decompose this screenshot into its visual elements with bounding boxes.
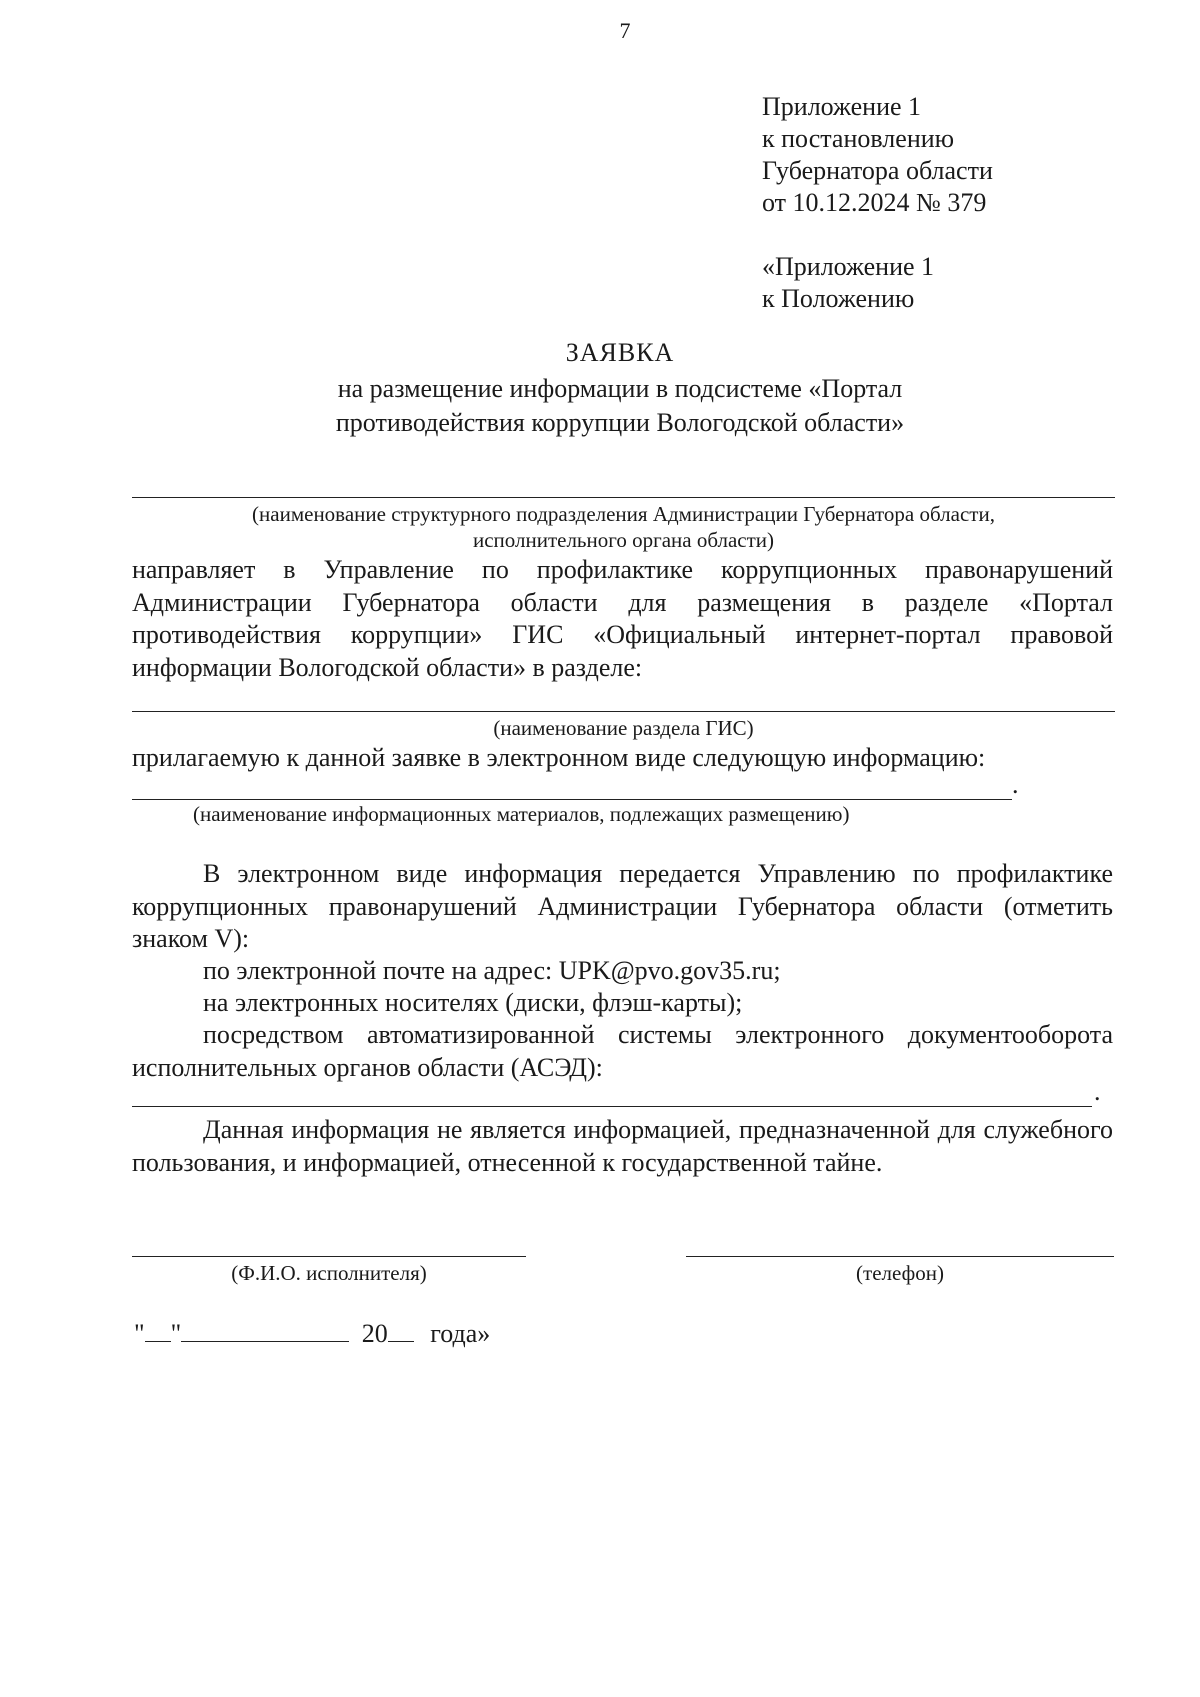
field-line-fio bbox=[132, 1256, 526, 1257]
period-mark: . bbox=[1094, 1077, 1101, 1106]
paragraph-transfer: В электронном виде информация передается Управлению по профилактике коррупционных правонарушений Администрации Губернатора области (отметить знаком V): bbox=[132, 859, 1113, 953]
date-quote-close: " bbox=[170, 1319, 182, 1348]
statement-not-classified: Данная информация не является информацией, предназначенной для служебного пользования, и информацией, отнесенной к государственной тайне. bbox=[132, 1115, 1113, 1177]
date-quote-open: " bbox=[134, 1319, 145, 1348]
annex-sub-line: к Положению bbox=[762, 284, 915, 313]
year-prefix: 20 bbox=[361, 1319, 388, 1348]
paragraph-directs: направляет в Управление по профилактике коррупционных правонарушений Администрации Губернатора области для размещения в разделе «Портал противодействия коррупции» ГИС «Официальный интернет-портал правовой информации Вологодской области» в разделе: bbox=[132, 555, 1113, 682]
field-line-unit-name bbox=[132, 497, 1115, 498]
field-caption-materials: (наименование информационных материалов, подлежащих размещению) bbox=[193, 802, 850, 826]
caption-line: исполнительного органа области) bbox=[472, 528, 775, 552]
field-caption-gis-section: (наименование раздела ГИС) bbox=[493, 716, 754, 740]
option-ased: посредством автоматизированной системы электронного документооборота исполнительных органов области (АСЭД): bbox=[132, 1020, 1113, 1082]
annex-sub-header bbox=[762, 251, 934, 315]
field-caption-unit-name bbox=[132, 501, 1115, 553]
day-blank bbox=[145, 1319, 171, 1342]
month-blank bbox=[181, 1319, 349, 1342]
subtitle-line: на размещение информации в подсистеме «Портал bbox=[337, 374, 903, 403]
annex-header-line: Губернатора области bbox=[762, 156, 993, 185]
field-caption-fio: (Ф.И.О. исполнителя) bbox=[231, 1261, 427, 1285]
paragraph-attached: прилагаемую к данной заявке в электронном виде следующую информацию: bbox=[132, 743, 986, 772]
field-caption-phone: (телефон) bbox=[856, 1261, 944, 1285]
annex-header bbox=[762, 91, 993, 219]
period-mark: . bbox=[1012, 770, 1019, 799]
annex-sub-line: «Приложение 1 bbox=[762, 252, 935, 281]
caption-line: (наименование структурного подразделения Администрации Губернатора области, bbox=[252, 502, 995, 526]
option-email: по электронной почте на адрес: UPK@pvo.gov35.ru; bbox=[203, 956, 781, 985]
annex-header-line: Приложение 1 bbox=[762, 92, 922, 121]
year-blank bbox=[388, 1319, 414, 1342]
subtitle-line: противодействия коррупции Вологодской области» bbox=[335, 408, 905, 437]
option-media: на электронных носителях (диски, флэш-карты); bbox=[203, 988, 743, 1017]
annex-header-line: от 10.12.2024 № 379 bbox=[762, 188, 987, 217]
field-line-phone bbox=[686, 1256, 1114, 1257]
date-suffix: года» bbox=[430, 1319, 491, 1348]
document-title: ЗАЯВКА bbox=[565, 338, 675, 367]
field-line-gis-section bbox=[132, 711, 1115, 712]
document-subtitle bbox=[250, 372, 990, 440]
annex-header-line: к постановлению bbox=[762, 124, 955, 153]
date-line bbox=[134, 1318, 490, 1351]
field-line-materials bbox=[132, 799, 1012, 800]
page-number: 7 bbox=[619, 18, 631, 43]
field-line-ased bbox=[132, 1106, 1092, 1107]
